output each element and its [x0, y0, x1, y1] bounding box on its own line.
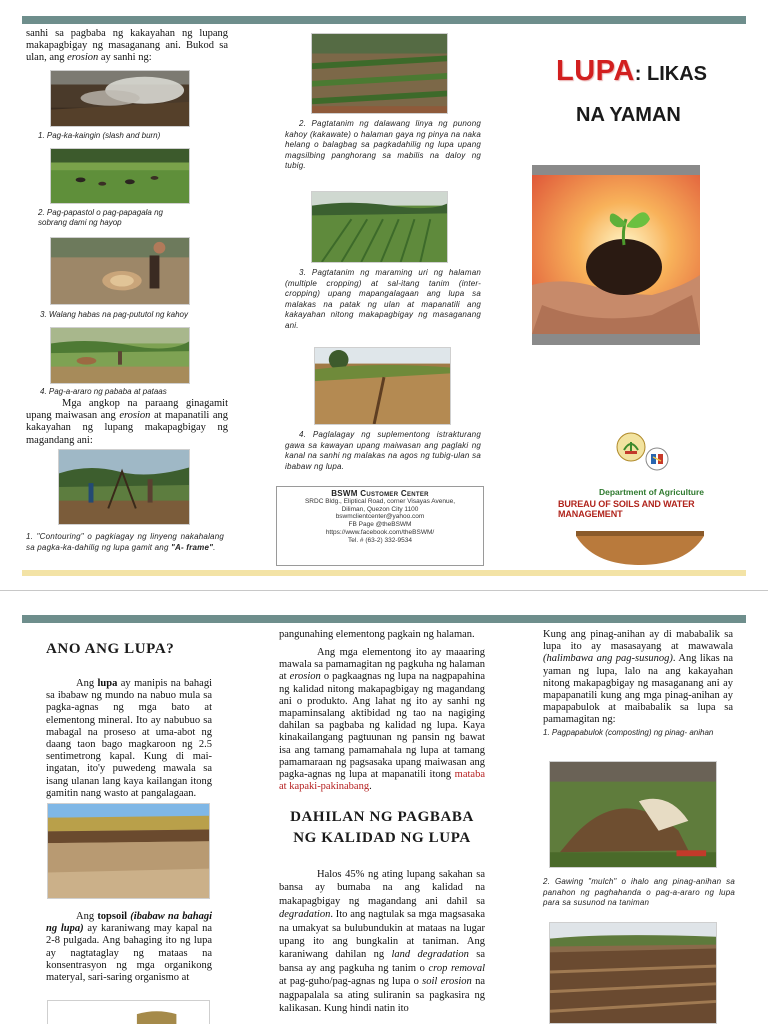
c2p2-a: Halos 45% ng ating lupang sakahan sa bansa ay bumaba na ang kalidad na makapagbigay ng magandang ani dahil sa — [279, 869, 485, 907]
contact-fb-page: FB Page @theBSWM — [348, 521, 412, 529]
caption-4: 4. Pag-a-araro ng pababa at pataas — [40, 387, 167, 396]
caption-3: 3. Walang habas na pag-pututol ng kahoy — [40, 310, 188, 319]
caption-2: 2. Pag-papastol o pag-papagala ng sobrang dami ng hayop — [38, 208, 163, 227]
photo-a-frame — [58, 449, 190, 525]
p1-c: ay manipis na bahagi sa ibabaw ng mundo na nabuo mula sa pagka-agnas ng mga bato at elementong mineral. Ito ay nabubuo sa mabagal na proseso at uma-abot ng daang taon bago magkaroon ng 2.5 sentimetrong kapal. Kung di mai-ingatan, ito'y puwedeng mawala sa isang ulanan lang kaya kailangan itong gamitin nang wasto at pangalagaan. — [46, 678, 213, 799]
para-text-a: Mga angkop na paraang ginagamit upang maiwasan ang — [26, 398, 228, 422]
p2-topsoil: topsoil — [97, 911, 128, 922]
heading-dahilan-l1: DAHILAN NG PAGBABA — [290, 809, 474, 825]
item-mulch: 2. Gawing "mulch" o ihalo ang pinag-anihan sa panahon ng paghahanda o pag-a-araro ng lupa para sa susunod na taniman — [543, 877, 735, 907]
intro-tail: ay sanhi ng: — [100, 52, 152, 64]
top-header-band — [22, 16, 746, 24]
c2p2-c: sa bansa ay ang pagkuha ng tanim o — [279, 949, 486, 974]
para-em: erosion — [119, 410, 151, 422]
a-frame-label: "A- frame" — [171, 542, 214, 552]
cover-title — [556, 55, 746, 88]
photo-overgrazing — [50, 148, 190, 204]
contact-address-1: SRDC Bldg., Eliptical Road, corner Visayas Avenue, — [304, 497, 456, 505]
c2p1-b: o pagkaagnas ng lupa na nagpapahina ng kalidad nitong makapagbigay ng magandang ani o produkto. Ang lahat ng ito ay sanhi ng mapaminsalang aktibidad ng tao na nagiging dahilan sa pagbaba ng kalidad ng lupa. Kaya kinakailangang pagtuunan ng pansin ng bawat isa ang tamang pamamahala ng lupa at tamang pamamaraan ng pagsasaka upang maiwasan ang pagka-agnas ng lupa at mapanatili itong — [279, 671, 486, 781]
caption-hedgerow: 2. Pagtatanim ng dalawang linya ng punong kahoy (kakawate) o halaman gaya ng pinya na naka helang o balagbag sa pagkadahilig ng lupa upang magsilbing panghorang sa mabilis na daloy ng tubig. — [285, 119, 481, 170]
bureau-label: BUREAU OF SOILS AND WATER MANAGEMENT — [558, 499, 695, 519]
top-footer-band — [22, 570, 746, 576]
caption-1: 1. Pag-ka-kaingin (slash and burn) — [38, 131, 161, 140]
photo-logging — [50, 237, 190, 305]
para-text-b: at mapanatili ang kakayahan ng lupang makapagbigay ng magandang ani: — [26, 410, 228, 446]
c3p1-b: . Ang likas na yaman ng lupa, lalo na ang kakayahan nitong makapagbigay ng masaganang ani ay mapapanatili kung ang mga pinag-anihan ay mapapabulok at maibabalik sa lupa sa pamamagitan ng: — [543, 653, 733, 726]
contouring-end: . — [213, 542, 216, 552]
contact-box — [276, 486, 484, 566]
contouring-text: 1. "Contouring" o pagkiagay ng linyeng nakahalang sa pagka-ka-dahilig ng lupa gamit ang — [26, 532, 224, 552]
bswm-logo-icon — [645, 447, 669, 471]
bottom-header-band — [22, 615, 746, 623]
bottom-col2-p2 — [279, 868, 485, 1015]
p1-a: Ang — [76, 678, 95, 689]
soil-bowl-icon — [576, 531, 704, 565]
p2-a: Ang — [76, 911, 95, 922]
photo-hedgerow — [311, 33, 448, 114]
intro-text: sanhi sa pagbaba ng kakayahan ng lupang makapagbigay ng masaganang ani. Bukod sa ulan, ang — [26, 28, 228, 64]
c2p2-em3: crop removal — [428, 962, 486, 974]
c3p1-em: (halimbawa ang pag-susunog) — [543, 653, 673, 665]
heading-ano-ang-lupa: ANO ANG LUPA? — [46, 641, 175, 657]
contact-fb-url[interactable]: https://www.facebook.com/theBSWM/ — [325, 528, 435, 536]
bottom-col2-p1 — [279, 647, 485, 793]
top-col1-para — [26, 398, 228, 447]
photo-bamboo-structure — [314, 347, 451, 425]
contact-title: BSWM Customer Center — [331, 489, 429, 498]
dept-label: Department of Agriculture — [599, 487, 705, 497]
photo-plowing — [50, 327, 190, 384]
heading-dahilan — [279, 807, 485, 849]
heading-dahilan-l2: NG KALIDAD NG LUPA — [293, 830, 471, 846]
c2p1-end: . — [369, 781, 372, 793]
contact-phone: Tel. # (63-2) 332-9534 — [348, 536, 412, 544]
photo-intercropping — [311, 191, 448, 263]
bottom-col3-p1 — [543, 629, 733, 727]
da-logo-icon — [616, 432, 646, 462]
photo-slash-and-burn — [50, 70, 190, 127]
photo-bottom-partial — [47, 1000, 210, 1024]
cover-title-likas: : LIKAS — [634, 63, 708, 85]
page-divider — [0, 590, 768, 591]
c2p1-a: Ang mga elementong ito ay maaaring mawala sa pamamagitan ng pagkuha ng halaman at — [279, 647, 485, 683]
c2p2-b: . Ito ang nagtulak sa mga magsasaka na umakyat sa bulubundukin at mataas na lugar upang ito ang bungkalin at taniman. Ang karaniwang dahilan ng — [279, 909, 485, 961]
cover-photo-seedling — [532, 175, 700, 334]
photo-compost-pile — [549, 761, 717, 868]
caption-intercropping: 3. Pagtatanim ng maraming uri ng halaman (multiple cropping) at sal-itang tanim (inter-cropping) upang mapangalagaan ang lupa sa malakas na patak ng ulan at mapanatili ang kakayahan nitong makapagbigay ng masaganang ani. — [285, 268, 481, 330]
caption-bamboo: 4. Paglalagay ng suplementong istrakturang gawa sa kawayan upang maiwasan ang paglaki ng kanal na sanhi ng malakas na agos ng tubig-ulan sa ibabaw ng lupa. — [285, 430, 481, 471]
p2-topsoil-desc: (ibabaw na bahagi ng lupa) — [46, 911, 212, 935]
c2p2-em2: land degradation — [391, 949, 469, 961]
p2-d: ay karaniwang may kapal na 2-8 pulgada. Ang bahaging ito ng lupa ay nagtataglay ng mataas na konsentrasyon ng mga organikong materyal, sari-saring organismo at — [46, 923, 213, 984]
top-col1-intro — [26, 28, 228, 65]
bottom-col1-p1 — [46, 678, 212, 800]
c2p2-em4: soil erosion — [422, 976, 472, 988]
bottom-col2-p0: pangunahing elementong pagkain ng halaman. — [279, 629, 475, 640]
c2p1-red: mataba at kapaki-pakinabang — [279, 769, 485, 793]
c2p1-em: erosion — [289, 671, 321, 683]
photo-field-tilled — [549, 922, 717, 1024]
cover-subtitle: NA YAMAN — [576, 104, 681, 126]
intro-em: erosion — [67, 52, 99, 64]
c3p1-a: Kung ang pinag-anihan ay di mababalik sa lupa ito ay masasayang at mawawala — [543, 629, 733, 653]
c2p2-e: na nagpapalala sa ating suliranin sa pagkasira ng kalikasan. Kung hindi natin ito — [279, 976, 486, 1015]
contact-email[interactable]: bswmclientcenter@yahoo.com — [335, 513, 425, 521]
p1-lupa: lupa — [97, 678, 118, 689]
caption-contouring — [26, 532, 224, 553]
bottom-col1-p2 — [46, 911, 212, 984]
item-composting: 1. Pagpapabulok (composting) ng pinag- anihan — [543, 728, 714, 737]
c2p2-d: at pag-guho/pag-agnas ng lupa o — [279, 976, 419, 988]
cover-title-lupa: LUPA — [556, 55, 635, 87]
contact-address-2: Diliman, Quezon City 1100 — [341, 505, 419, 513]
c2p2-em1: degradation — [279, 909, 331, 921]
photo-soil-profile — [47, 803, 210, 899]
